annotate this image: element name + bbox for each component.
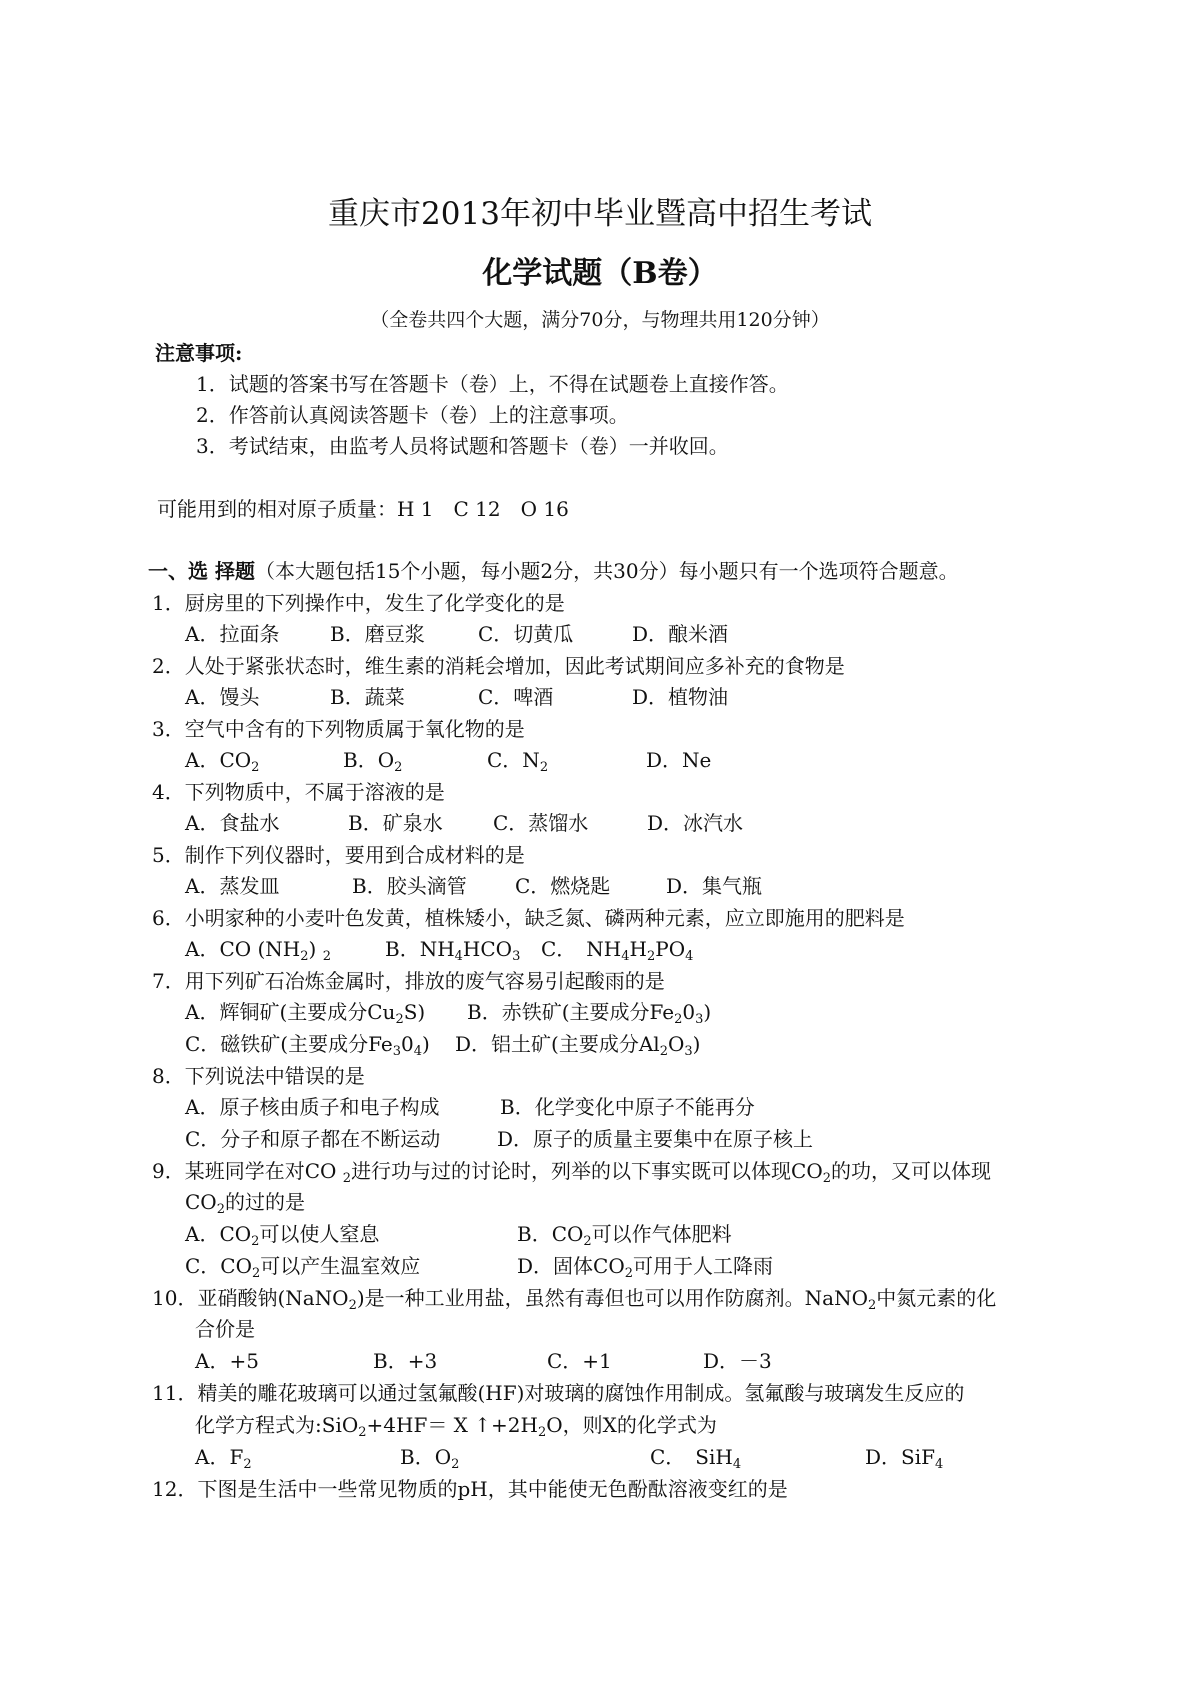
option-b: B．化学变化中原子不能再分	[500, 1095, 755, 1119]
option-d: D．Ne	[646, 748, 712, 772]
option-a: A．食盐水	[185, 811, 280, 835]
option-a: A．蒸发皿	[185, 874, 280, 898]
option-b: B．$O_2$	[343, 748, 403, 775]
option-d: D．－3	[703, 1349, 772, 1373]
exam-subtitle: 化学试题（B卷）	[482, 256, 718, 291]
option-d: D．SiF$_4$	[865, 1445, 944, 1472]
option-c: C．蒸馏水	[493, 811, 589, 835]
option-c: C．+1	[547, 1349, 612, 1373]
option-b: B．蔬菜	[330, 685, 405, 709]
option-c: C．$N_2$	[487, 748, 549, 775]
option-a: A．+5	[195, 1349, 259, 1373]
question-stem: 8．下列说法中错误的是	[152, 1064, 365, 1088]
notice-item: 3．考试结束，由监考人员将试题和答题卡（卷）一并收回。	[196, 434, 729, 458]
option-b: B．$CO_2$可以作气体肥料	[517, 1222, 732, 1249]
atomic-mass: 可能用到的相对原子质量：H 1 C 12 O 16	[157, 497, 569, 521]
option-c: C． $NH_4H_2PO_4$	[541, 937, 694, 964]
option-a: A．$F_2$	[195, 1445, 252, 1472]
question-stem-cont: $CO_2$的过的是	[185, 1190, 305, 1217]
option-b: B．$NH_4HCO_3$	[385, 937, 521, 964]
option-d: D．植物油	[632, 685, 729, 709]
option-a: A．原子核由质子和电子构成	[185, 1095, 440, 1119]
option-b: B．赤铁矿(主要成分$Fe_20_3$)	[467, 1000, 712, 1027]
exam-note: （全卷共四个大题，满分70分，与物理共用120分钟）	[370, 309, 830, 331]
option-d: D．固体$CO_2$可用于人工降雨	[517, 1254, 774, 1281]
question-stem: 12．下图是生活中一些常见物质的pH，其中能使无色酚酞溶液变红的是	[152, 1477, 788, 1501]
option-a: A．$CO_2$	[185, 748, 260, 775]
question-stem: 6．小明家种的小麦叶色发黄，植株矮小，缺乏氮、磷两种元素，应立即施用的肥料是	[152, 906, 905, 930]
option-c: C．磁铁矿(主要成分$Fe_30_4$)	[185, 1032, 430, 1059]
option-a: A．馒头	[185, 685, 260, 709]
option-b: B．胶头滴管	[352, 874, 467, 898]
question-stem: 2．人处于紧张状态时，维生素的消耗会增加，因此考试期间应多补充的食物是	[152, 654, 845, 678]
option-c: C．分子和原子都在不断运动	[185, 1127, 441, 1151]
option-b: B．矿泉水	[348, 811, 443, 835]
question-stem-cont: 化学方程式为:SiO$_2$+4HF＝ X $↑+2H_2O$，则X的化学式为	[195, 1413, 717, 1440]
question-stem: 9．某班同学在对CO $_2$进行功与过的讨论时，列举的以下事实既可以体现$CO_2$的功，又可以体现	[152, 1159, 992, 1186]
option-b: B．$O_2$	[400, 1445, 460, 1472]
option-a: A．拉面条	[185, 622, 280, 646]
section-title: 一、选 择题	[148, 559, 255, 583]
question-stem: 3．空气中含有的下列物质属于氧化物的是	[152, 717, 525, 741]
section-desc: （本大题包括15个小题，每小题2分，共30分）每小题只有一个选项符合题意。	[254, 559, 959, 583]
option-b: B．+3	[373, 1349, 438, 1373]
option-a: A．$CO_2$可以使人窒息	[185, 1222, 380, 1249]
notice-item: 1．试题的答案书写在答题卡（卷）上，不得在试题卷上直接作答。	[196, 372, 789, 396]
option-a: A．CO $(NH_2)$ $_2$	[185, 937, 331, 964]
notice-heading: 注意事项:	[155, 341, 243, 365]
question-stem: 5．制作下列仪器时，要用到合成材料的是	[152, 843, 525, 867]
option-d: D．集气瓶	[666, 874, 763, 898]
option-c: C．啤酒	[478, 685, 554, 709]
option-b: B．磨豆浆	[330, 622, 425, 646]
option-d: D．酿米酒	[632, 622, 729, 646]
option-c: C．切黄瓜	[478, 622, 574, 646]
option-a: A．辉铜矿(主要成分$Cu_2S$)	[185, 1000, 426, 1027]
option-d: D．冰汽水	[647, 811, 744, 835]
notice-item: 2．作答前认真阅读答题卡（卷）上的注意事项。	[196, 403, 629, 427]
section-heading	[148, 557, 959, 585]
option-d: D．铝土矿(主要成分$Al_2O_3$)	[455, 1032, 701, 1059]
option-c: C．$CO_2$可以产生温室效应	[185, 1254, 421, 1281]
option-d: D．原子的质量主要集中在原子核上	[497, 1127, 814, 1151]
option-c: C．燃烧匙	[515, 874, 611, 898]
question-stem: 4．下列物质中，不属于溶液的是	[152, 780, 445, 804]
option-c: C． SiH$_4$	[650, 1445, 742, 1472]
question-stem: 10．亚硝酸钠(NaNO$_2$)是一种工业用盐，虽然有毒但也可以用作防腐剂。NaNO$_2$中氮元素的化	[152, 1286, 997, 1313]
exam-title: 重庆市2013年初中毕业暨高中招生考试	[328, 196, 872, 232]
question-stem: 11．精美的雕花玻璃可以通过氢氟酸(HF)对玻璃的腐蚀作用制成。氢氟酸与玻璃发生反应的	[152, 1381, 965, 1405]
question-stem: 1．厨房里的下列操作中，发生了化学变化的是	[152, 591, 565, 615]
question-stem: 7．用下列矿石冶炼金属时，排放的废气容易引起酸雨的是	[152, 969, 665, 993]
question-stem-cont: 合价是	[195, 1317, 255, 1341]
